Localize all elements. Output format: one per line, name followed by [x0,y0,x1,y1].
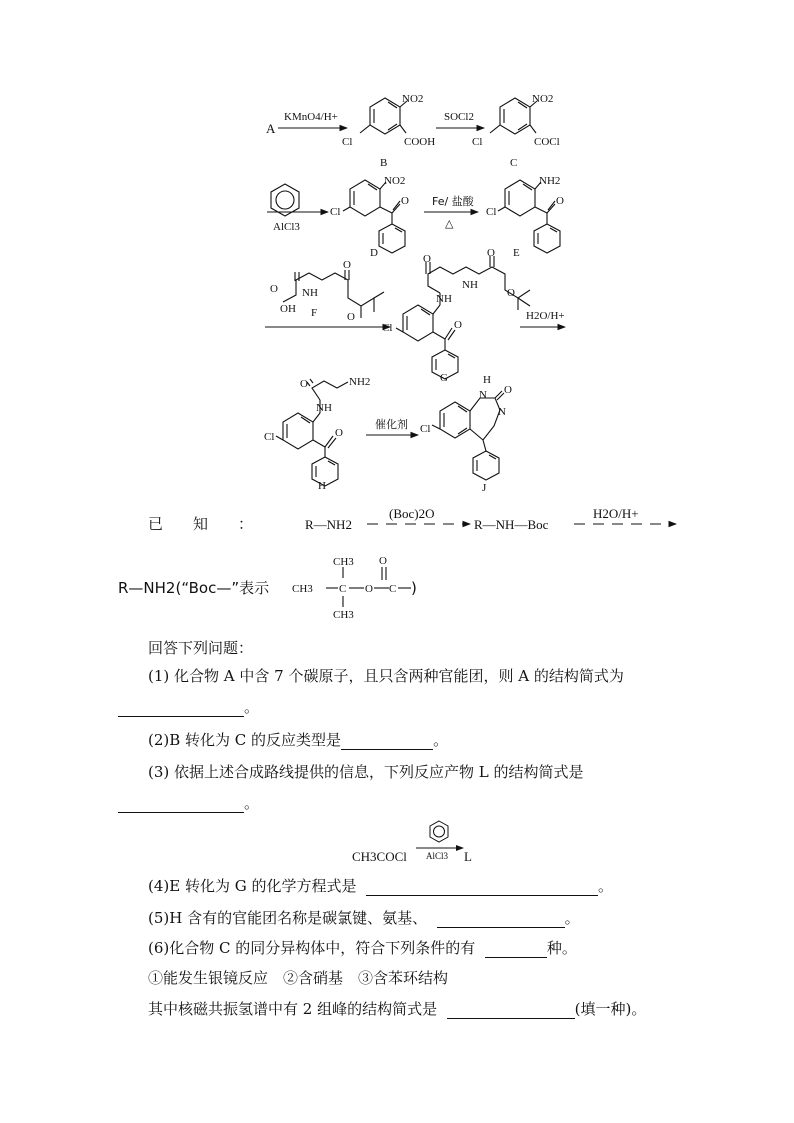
c-no2: NO2 [532,93,554,105]
h-o-ketone: O [335,427,343,439]
reagent-h2o: H2O/H+ [526,310,565,322]
f-nh: NH [302,287,318,299]
g-nh-boc: NH [462,279,478,291]
label-e: E [513,247,520,259]
questions-intro: 回答下列问题： [148,639,254,657]
boc-c-carbonyl: C [389,583,397,595]
c-cl: Cl [472,136,483,148]
j-n-imine: N [498,406,506,418]
e-cl: Cl [486,206,497,218]
boc-c-quaternary: C [339,583,347,595]
reagent-heat: △ [445,217,454,230]
f-o-carbonyl: O [270,283,278,295]
question-6: (6)化合物 C 的同分异构体中，符合下列条件的有 种。 [148,939,577,957]
g-cl: Cl [382,322,393,334]
answer-blank-1[interactable] [118,700,244,717]
answer-blank-5[interactable] [437,911,565,928]
question-5: (5)H 含有的官能团名称是碳氯键、氨基、 。 [148,909,580,927]
benzene-reagent [271,184,299,216]
question-1-answer-row: 。 [118,697,259,717]
d-cl: Cl [330,206,341,218]
g-o-ester: O [507,287,515,299]
answer-blank-3[interactable] [118,796,244,813]
b-no2: NO2 [402,93,424,105]
label-h: H [318,480,326,492]
label-g: G [440,372,448,384]
structure-f [283,273,374,312]
j-o: O [504,384,512,396]
j-h: H [483,374,491,386]
answer-blank-4[interactable] [366,879,598,896]
b-cooh: COOH [404,136,436,148]
label-f: F [311,307,318,319]
g-nh-amide: NH [436,293,452,305]
question-3-answer-row: 。 [118,793,259,813]
e-nh2: NH2 [539,175,561,187]
q3-product: L [464,849,472,864]
c-cocl: COCl [534,136,560,148]
known-reagent-boc2o: (Boc)2O [389,506,435,521]
reagent-catalyst: 催化剂 [375,418,408,431]
question-6-follow: 其中核磁共振氢谱中有 2 组峰的结构简式是 (填一种)。 [148,1000,647,1018]
known-reactant: R—NH2 [305,517,352,532]
f-o-boc: O [343,259,351,271]
compound-a: A [266,121,276,136]
known-lead: 已 知 ： [148,515,254,533]
question-3: (3) 依据上述合成路线提供的信息，下列反应产物 L 的结构简式是 [148,763,584,781]
label-b: B [380,157,388,169]
h-nh2: NH2 [349,376,371,388]
question-2: (2)B 转化为 C 的反应类型是 。 [148,731,449,749]
f-o-ester: O [347,311,355,323]
known-intermediate: R—NH—Boc [474,517,549,532]
q3-reactant: CH3COCl [352,849,407,864]
answer-blank-2[interactable] [341,733,433,750]
j-n-amide: N [479,389,487,401]
boc-ch3-top: CH3 [333,556,354,568]
reagent-kmno4: KMnO4/H+ [284,111,338,123]
g-o-ketone: O [454,319,462,331]
answer-blank-6[interactable] [485,941,547,958]
e-o: O [556,195,564,207]
reagent-alcl3: AlCl3 [273,221,300,233]
label-d: D [370,247,378,259]
boc-o-ester: O [365,583,373,595]
label-j: J [482,482,487,494]
g-o-boc: O [487,247,495,259]
b-cl: Cl [342,136,353,148]
answer-blank-7[interactable] [447,1002,575,1019]
f-oh: OH [280,303,296,315]
question-4: (4)E 转化为 G 的化学方程式是 。 [148,877,614,895]
reagent-socl2: SOCl2 [444,111,474,123]
d-no2: NO2 [384,175,406,187]
h-o-amide: O [300,378,308,390]
boc-ch3-left: CH3 [292,583,313,595]
known-product: R—NH2(“Boc—”表示 [118,579,270,597]
reagent-fe-hcl: Fe/ 盐酸 [432,195,474,208]
question-1: (1) 化合物 A 中含 7 个碳原子，且只含两种官能团，则 A 的结构简式为 [148,667,624,685]
d-o: O [401,195,409,207]
h-nh: NH [316,402,332,414]
j-cl: Cl [420,423,431,435]
boc-o-carbonyl: O [379,555,387,567]
label-c: C [510,157,518,169]
q3-catalyst: AlCl3 [426,851,449,861]
known-close: ) [411,579,417,597]
g-o-amide: O [423,253,431,265]
known-reagent-h2o: H2O/H+ [593,506,639,521]
boc-ch3-bottom: CH3 [333,609,354,621]
q3-reaction [350,818,490,864]
question-6-conditions: ①能发生银镜反应 ②含硝基 ③含苯环结构 [148,969,449,987]
h-cl: Cl [264,431,275,443]
